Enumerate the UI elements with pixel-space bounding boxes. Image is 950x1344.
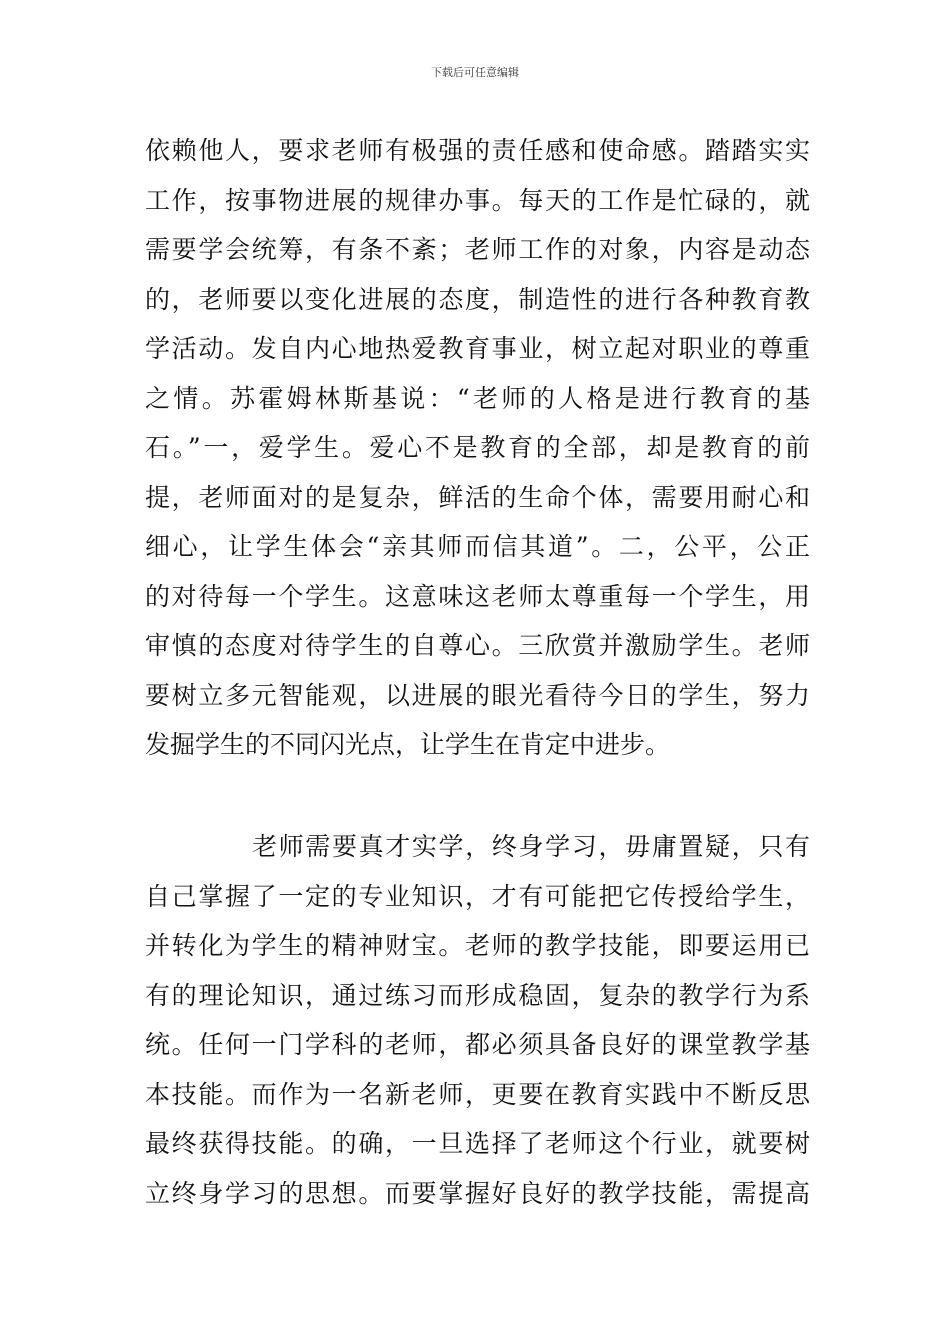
text-line: 依赖他人，要求老师有极强的责任感和使命感。踏踏实实 bbox=[145, 136, 810, 165]
text-line: 发掘学生的不同闪光点，让学生在肯定中进步。 bbox=[145, 730, 671, 759]
text-line: 需要学会统筹，有条不紊；老师工作的对象，内容是动态 bbox=[145, 235, 810, 264]
text-line: 自己掌握了一定的专业知识，才有可能把它传授给学生， bbox=[145, 881, 810, 911]
text-line: 立终身学习的思想。而要掌握好良好的教学技能，需提高 bbox=[145, 1178, 810, 1208]
text-line: 提，老师面对的是复杂，鲜活的生命个体，需要用耐心和 bbox=[145, 482, 810, 512]
text-line: 本技能。而作为一名新老师，更要在教育实践中不断反思 bbox=[145, 1079, 810, 1109]
text-line: 统。任何一门学科的老师，都必须具备良好的课堂教学基 bbox=[145, 1030, 810, 1059]
text-line: 之情。苏霍姆林斯基说：“老师的人格是进行教育的基 bbox=[145, 383, 810, 413]
text-line: 细心，让学生体会“亲其师而信其道”。二，公平，公正 bbox=[145, 532, 810, 561]
text-line: 最终获得技能。的确，一旦选择了老师这个行业，就要树 bbox=[145, 1129, 810, 1158]
text-line: 要树立多元智能观，以进展的眼光看待今日的学生，努力 bbox=[145, 680, 810, 710]
text-line: 工作，按事物进展的规律办事。每天的工作是忙碌的，就 bbox=[145, 185, 810, 215]
text-line: 并转化为学生的精神财宝。老师的教学技能，即要运用已 bbox=[145, 931, 810, 960]
page-header-note: 下载后可任意编辑 bbox=[431, 66, 519, 79]
text-line: 的，老师要以变化进展的态度，制造性的进行各种教育教 bbox=[145, 284, 810, 314]
paragraph-1 bbox=[145, 126, 810, 770]
text-line: 审慎的态度对待学生的自尊心。三欣赏并激励学生。老师 bbox=[145, 631, 810, 660]
text-line: 有的理论知识，通过练习而形成稳固，复杂的教学行为系 bbox=[145, 980, 810, 1010]
text-line: 学活动。发自内心地热爱教育事业，树立起对职业的尊重 bbox=[145, 334, 810, 363]
text-line: 老师需要真才实学，终身学习，毋庸置疑，只有 bbox=[252, 832, 810, 861]
paragraph-2 bbox=[145, 822, 810, 1218]
text-line: 石。”一，爱学生。爱心不是教育的全部，却是教育的前 bbox=[145, 433, 810, 462]
text-line: 的对待每一个学生。这意味这老师太尊重每一个学生，用 bbox=[145, 581, 810, 611]
